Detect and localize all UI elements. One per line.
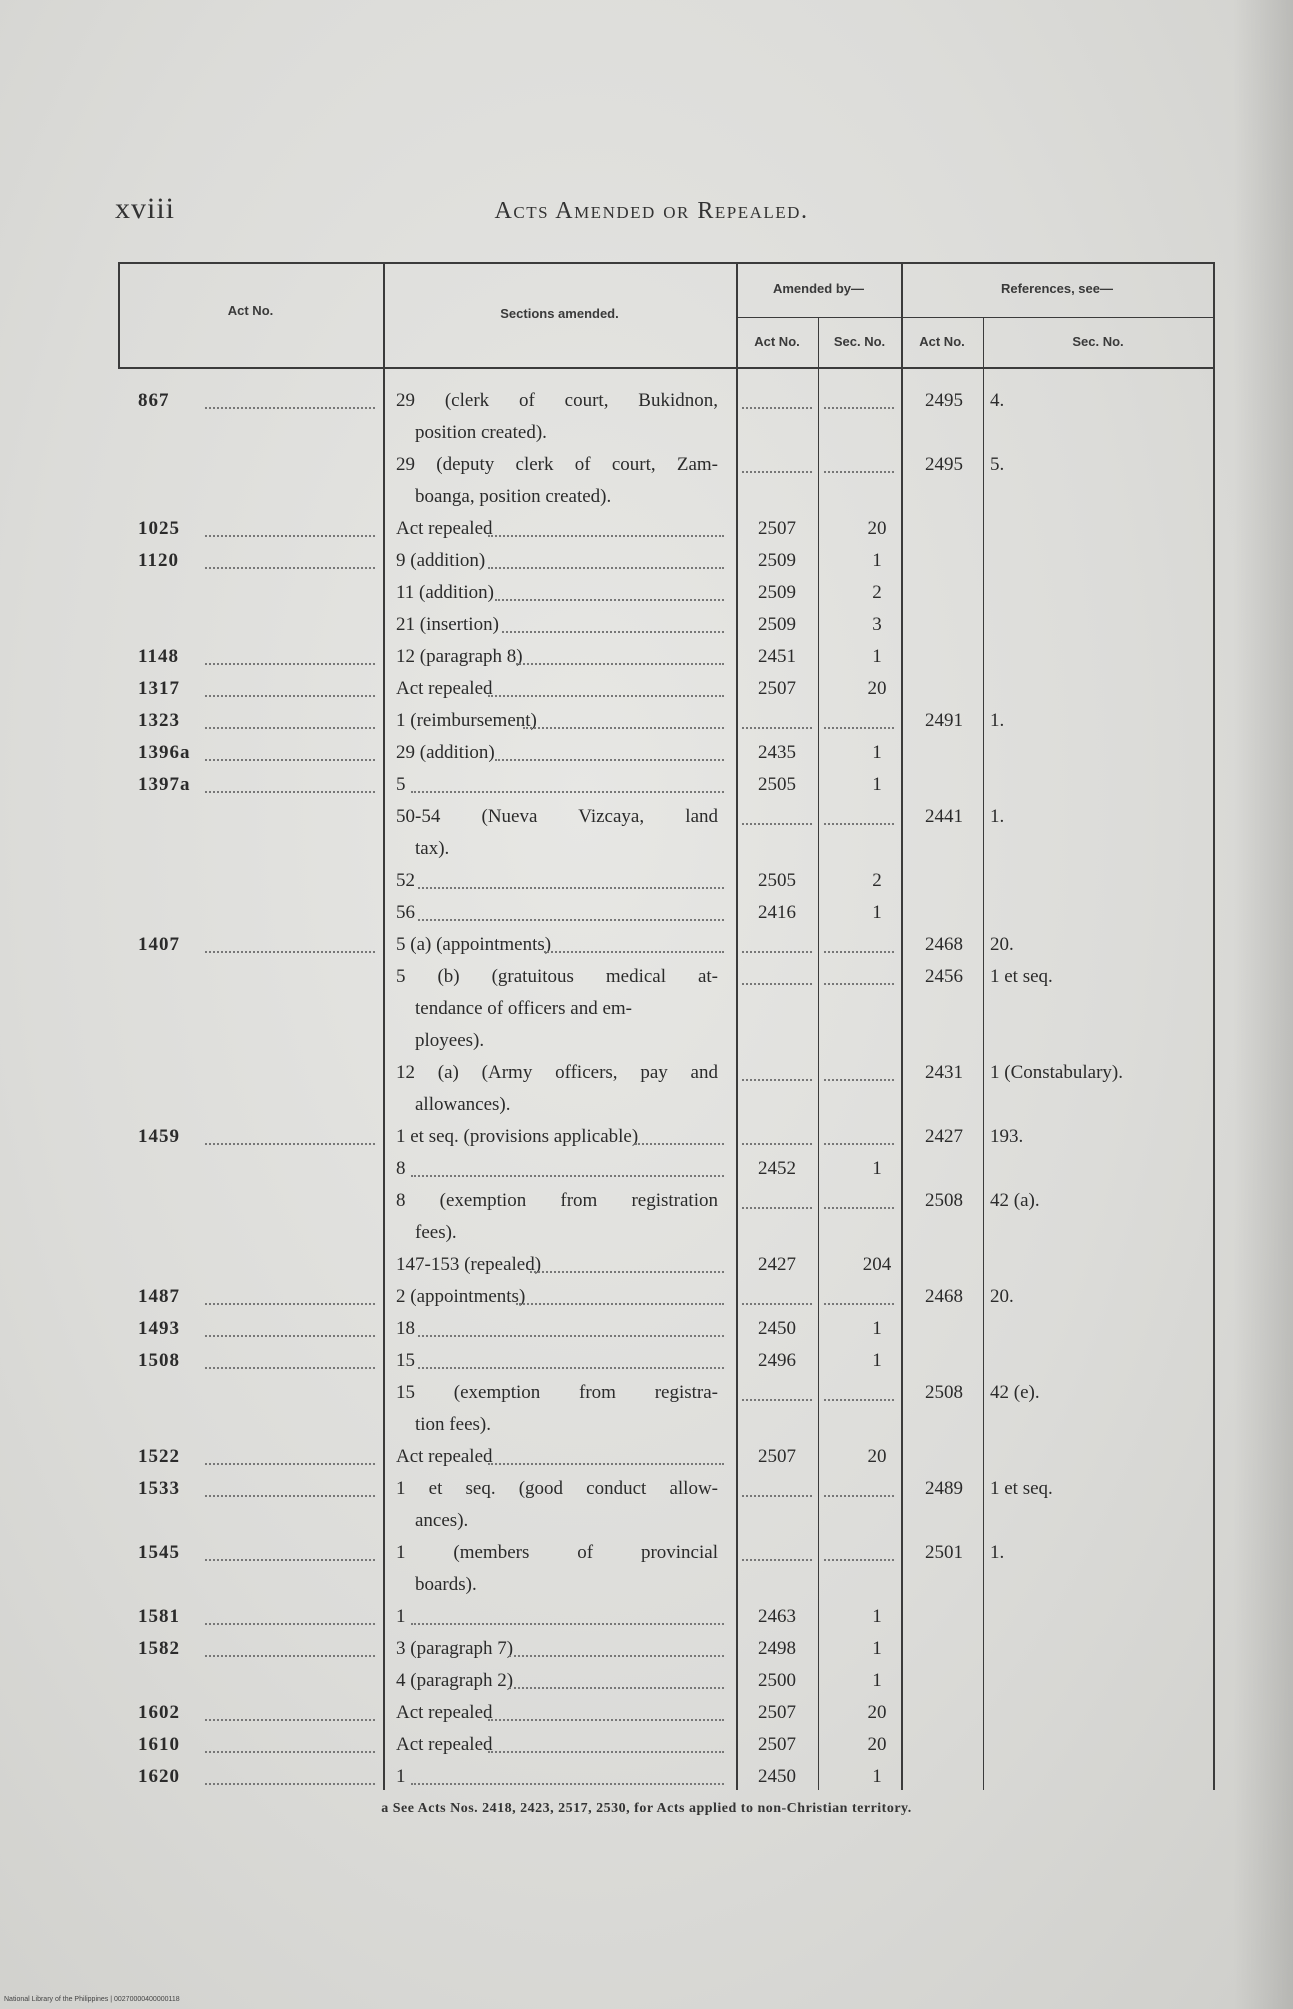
amended-act-no: 2451 [758, 646, 796, 667]
amended-act-no: 2427 [758, 1254, 796, 1275]
table-row-section: tax). [415, 838, 450, 859]
header-act-no: Act No. [227, 303, 274, 318]
amended-act-dots [742, 471, 812, 473]
act-leader-dots [205, 727, 375, 729]
ref-act-no: 2495 [925, 390, 963, 411]
act-leader-dots [205, 695, 375, 697]
table-row-section: 52 [396, 870, 415, 891]
amended-sec-dots [824, 1559, 894, 1561]
table-row-section: 147-153 (repealed) [396, 1254, 542, 1275]
ref-act-no: 2468 [925, 934, 963, 955]
table-row-section: 21 (insertion) [396, 614, 499, 635]
ref-sec-no: 1 (Constabulary). [990, 1062, 1123, 1083]
table-row-act-no: 1407 [138, 934, 180, 955]
table-row-act-no: 1396a [138, 742, 191, 763]
table-row-section: 5 (b) (gratuitous medical at- [396, 966, 718, 987]
amended-act-no: 2507 [758, 678, 796, 699]
act-leader-dots [205, 1335, 375, 1337]
amended-act-dots [742, 823, 812, 825]
amended-act-no: 2509 [758, 550, 796, 571]
col-rule-amended [736, 262, 738, 1790]
amended-sec-dots [824, 983, 894, 985]
amended-sec-no: 20 [867, 1446, 887, 1467]
amended-act-no: 2507 [758, 518, 796, 539]
act-leader-dots [205, 407, 375, 409]
section-leader-dots [495, 759, 724, 761]
table-row-act-no: 1025 [138, 518, 180, 539]
ref-sec-no: 5. [990, 454, 1005, 475]
amended-sec-dots [824, 1143, 894, 1145]
amended-act-dots [742, 983, 812, 985]
amended-sec-no: 3 [872, 614, 882, 635]
page-edge-shadow [1233, 0, 1293, 2009]
col-rule-amended-sec [818, 318, 819, 1790]
section-leader-dots [488, 695, 724, 697]
amended-act-dots [742, 1559, 812, 1561]
amended-act-no: 2500 [758, 1670, 796, 1691]
table-row-section: boanga, position created). [415, 486, 612, 507]
header-amended-sec-no: Sec. No. [833, 334, 886, 349]
ref-sec-no: 20. [990, 934, 1014, 955]
ref-act-no: 2495 [925, 454, 963, 475]
act-leader-dots [205, 1143, 375, 1145]
table-row-section: position created). [415, 422, 547, 443]
library-imprint: National Library of the Philippines | 00270000400000118 [4, 1996, 180, 2003]
table-row-act-no: 1317 [138, 678, 180, 699]
section-leader-dots [502, 631, 724, 633]
ref-sec-no: 4. [990, 390, 1005, 411]
ref-act-no: 2508 [925, 1190, 963, 1211]
ref-sec-no: 1. [990, 806, 1005, 827]
table-row-act-no: 1397a [138, 774, 191, 795]
act-leader-dots [205, 951, 375, 953]
section-leader-dots [418, 1367, 724, 1369]
table-row-section: 12 (a) (Army officers, pay and [396, 1062, 718, 1083]
table-row-section: fees). [415, 1222, 457, 1243]
section-leader-dots [488, 567, 724, 569]
amended-sec-no: 1 [872, 774, 882, 795]
act-leader-dots [205, 1303, 375, 1305]
table-row-section: allowances). [415, 1094, 511, 1115]
amended-sec-dots [824, 951, 894, 953]
table-row-section: 1 (members of provincial [396, 1542, 718, 1563]
ref-act-no: 2427 [925, 1126, 963, 1147]
table-row-section: 9 (addition) [396, 550, 486, 571]
section-leader-dots [411, 1175, 724, 1177]
table-row-section: 18 [396, 1318, 415, 1339]
ref-act-no: 2431 [925, 1062, 963, 1083]
table-row-act-no: 1533 [138, 1478, 180, 1499]
section-leader-dots [635, 1143, 724, 1145]
table-row-act-no: 1602 [138, 1702, 180, 1723]
header-references: References, see— [1000, 281, 1113, 296]
ref-sec-no: 42 (e). [990, 1382, 1040, 1403]
amended-act-no: 2496 [758, 1350, 796, 1371]
amended-sec-no: 1 [872, 1158, 882, 1179]
section-leader-dots [509, 1655, 724, 1657]
table-row-section: 15 (exemption from registra- [396, 1382, 718, 1403]
amended-sec-no: 204 [862, 1254, 892, 1275]
ref-act-no: 2456 [925, 966, 963, 987]
act-leader-dots [205, 1495, 375, 1497]
ref-act-no: 2489 [925, 1478, 963, 1499]
ref-sec-no: 1. [990, 710, 1005, 731]
ref-sec-no: 1. [990, 1542, 1005, 1563]
ref-act-no: 2508 [925, 1382, 963, 1403]
ref-sec-no: 193. [990, 1126, 1024, 1147]
amended-act-dots [742, 1399, 812, 1401]
amended-sec-no: 1 [872, 1670, 882, 1691]
amended-sec-no: 1 [872, 1766, 882, 1787]
amended-sec-dots [824, 1207, 894, 1209]
amended-sec-no: 1 [872, 550, 882, 571]
col-rule-references [901, 262, 903, 1790]
table-row-section: 4 (paragraph 2) [396, 1670, 514, 1691]
amended-sec-dots [824, 407, 894, 409]
act-leader-dots [205, 1463, 375, 1465]
page-number: xviii [115, 192, 176, 225]
table-row-section: 56 [396, 902, 415, 923]
amended-sec-dots [824, 1495, 894, 1497]
act-leader-dots [205, 535, 375, 537]
act-leader-dots [205, 663, 375, 665]
table-row-act-no: 1148 [138, 646, 179, 667]
table-row-act-no: 1522 [138, 1446, 180, 1467]
amended-act-no: 2450 [758, 1766, 796, 1787]
amended-sec-no: 1 [872, 1606, 882, 1627]
section-leader-dots [418, 887, 724, 889]
amended-act-no: 2452 [758, 1158, 796, 1179]
table-row-section: Act repealed [396, 1446, 493, 1467]
header-amended-by: Amended by— [772, 281, 864, 296]
amended-sec-no: 1 [872, 1638, 882, 1659]
amended-act-dots [742, 407, 812, 409]
table-row-section: 2 (appointments) [396, 1286, 526, 1307]
table-row-section: 1 et seq. (provisions applicable) [396, 1126, 639, 1147]
table-row-act-no: 1508 [138, 1350, 180, 1371]
amended-act-no: 2450 [758, 1318, 796, 1339]
amended-sec-no: 1 [872, 902, 882, 923]
section-leader-dots [544, 951, 724, 953]
act-leader-dots [205, 1367, 375, 1369]
table-right-rule [1213, 262, 1215, 1790]
amended-act-dots [742, 1079, 812, 1081]
section-leader-dots [523, 727, 724, 729]
table-row-act-no: 867 [138, 390, 170, 411]
ref-act-no: 2491 [925, 710, 963, 731]
running-head [0, 198, 1293, 225]
section-leader-dots [488, 535, 724, 537]
amended-sec-no: 1 [872, 742, 882, 763]
act-leader-dots [205, 1751, 375, 1753]
running-head-text: Acts Amended or Repealed. [494, 198, 809, 224]
table-row-act-no: 1459 [138, 1126, 180, 1147]
table-row-act-no: 1487 [138, 1286, 180, 1307]
amended-sec-dots [824, 1399, 894, 1401]
section-leader-dots [530, 1271, 724, 1273]
section-leader-dots [516, 663, 724, 665]
table-row-act-no: 1582 [138, 1638, 180, 1659]
table-row-section: 15 [396, 1350, 415, 1371]
ref-sec-no: 1 et seq. [990, 1478, 1053, 1499]
section-leader-dots [509, 1687, 724, 1689]
table-row-section: ances). [415, 1510, 469, 1531]
table-row-act-no: 1610 [138, 1734, 180, 1755]
amended-act-dots [742, 1495, 812, 1497]
table-row-section: tendance of officers and em- [415, 998, 632, 1019]
act-leader-dots [205, 567, 375, 569]
footnote: a See Acts Nos. 2418, 2423, 2517, 2530, for Acts applied to non-Christian territory. [381, 1801, 912, 1816]
amended-act-dots [742, 1303, 812, 1305]
amended-act-no: 2509 [758, 582, 796, 603]
table-row-section: Act repealed [396, 678, 493, 699]
table-row-section: boards). [415, 1574, 477, 1595]
amended-act-no: 2505 [758, 774, 796, 795]
section-leader-dots [411, 1783, 724, 1785]
table-row-section: 1 et seq. (good conduct allow- [396, 1478, 718, 1499]
header-amended-act-no: Act No. [754, 334, 800, 349]
table-row-section: 5 (a) (appointments) [396, 934, 552, 955]
subheader-rule [737, 317, 1214, 318]
amended-sec-no: 20 [867, 518, 887, 539]
table-top-rule [118, 262, 1214, 264]
table-row-section: Act repealed [396, 1734, 493, 1755]
amended-sec-dots [824, 727, 894, 729]
header-sections-amended: Sections amended. [500, 306, 619, 321]
table-row-section: 29 (deputy clerk of court, Zam- [396, 454, 718, 475]
amended-sec-dots [824, 823, 894, 825]
col-rule-sections [383, 262, 385, 1790]
amended-act-no: 2498 [758, 1638, 796, 1659]
act-leader-dots [205, 791, 375, 793]
amended-act-no: 2435 [758, 742, 796, 763]
amended-sec-no: 1 [872, 646, 882, 667]
section-leader-dots [418, 919, 724, 921]
amended-act-dots [742, 727, 812, 729]
act-leader-dots [205, 1783, 375, 1785]
table-row-section: 3 (paragraph 7) [396, 1638, 514, 1659]
table-row-act-no: 1493 [138, 1318, 180, 1339]
table-row-section: 5 [396, 774, 406, 795]
table-row-section: 1 [396, 1606, 406, 1627]
amended-sec-no: 20 [867, 678, 887, 699]
table-row-act-no: 1620 [138, 1766, 180, 1787]
ref-sec-no: 20. [990, 1286, 1014, 1307]
act-leader-dots [205, 759, 375, 761]
amended-act-no: 2507 [758, 1734, 796, 1755]
amended-act-no: 2507 [758, 1702, 796, 1723]
section-leader-dots [488, 1463, 724, 1465]
col-rule-ref-sec [983, 318, 984, 1790]
amended-act-no: 2509 [758, 614, 796, 635]
amended-act-dots [742, 951, 812, 953]
table-row-section: 8 (exemption from registration [396, 1190, 718, 1211]
act-leader-dots [205, 1559, 375, 1561]
table-row-act-no: 1323 [138, 710, 180, 731]
amended-sec-no: 20 [867, 1702, 887, 1723]
ref-act-no: 2501 [925, 1542, 963, 1563]
amended-act-no: 2416 [758, 902, 796, 923]
table-row-section: 11 (addition) [396, 582, 494, 603]
amended-act-no: 2463 [758, 1606, 796, 1627]
amended-sec-dots [824, 1079, 894, 1081]
table-row-section: tion fees). [415, 1414, 491, 1435]
amended-act-no: 2507 [758, 1446, 796, 1467]
table-row-section: 50-54 (Nueva Vizcaya, land [396, 806, 718, 827]
table-row-act-no: 1581 [138, 1606, 180, 1627]
ref-act-no: 2468 [925, 1286, 963, 1307]
amended-sec-no: 2 [872, 870, 882, 891]
section-leader-dots [411, 791, 724, 793]
act-leader-dots [205, 1719, 375, 1721]
ref-sec-no: 42 (a). [990, 1190, 1040, 1211]
amended-sec-dots [824, 471, 894, 473]
section-leader-dots [488, 1719, 724, 1721]
table-row-section: 12 (paragraph 8) [396, 646, 523, 667]
table-row-section: Act repealed [396, 1702, 493, 1723]
act-leader-dots [205, 1655, 375, 1657]
ref-sec-no: 1 et seq. [990, 966, 1053, 987]
amended-sec-no: 1 [872, 1350, 882, 1371]
amended-act-no: 2505 [758, 870, 796, 891]
table-row-act-no: 1120 [138, 550, 179, 571]
header-ref-sec-no: Sec. No. [1072, 334, 1124, 349]
section-leader-dots [488, 1751, 724, 1753]
amended-act-dots [742, 1143, 812, 1145]
table-row-section: 29 (clerk of court, Bukidnon, [396, 390, 718, 411]
header-bottom-rule [118, 367, 1214, 369]
header-ref-act-no: Act No. [919, 334, 965, 349]
table-row-section: Act repealed [396, 518, 493, 539]
amended-act-dots [742, 1207, 812, 1209]
table-row-section: ployees). [415, 1030, 485, 1051]
table-row-section: 8 [396, 1158, 406, 1179]
table-row-act-no: 1545 [138, 1542, 180, 1563]
ref-act-no: 2441 [925, 806, 963, 827]
amended-sec-no: 1 [872, 1318, 882, 1339]
section-leader-dots [411, 1623, 724, 1625]
section-leader-dots [516, 1303, 724, 1305]
section-leader-dots [495, 599, 724, 601]
amended-sec-no: 2 [872, 582, 882, 603]
amended-sec-no: 20 [867, 1734, 887, 1755]
table-row-section: 29 (addition) [396, 742, 495, 763]
table-row-section: 1 (reimbursement) [396, 710, 537, 731]
amended-sec-dots [824, 1303, 894, 1305]
act-leader-dots [205, 1623, 375, 1625]
table-row-section: 1 [396, 1766, 406, 1787]
section-leader-dots [418, 1335, 724, 1337]
